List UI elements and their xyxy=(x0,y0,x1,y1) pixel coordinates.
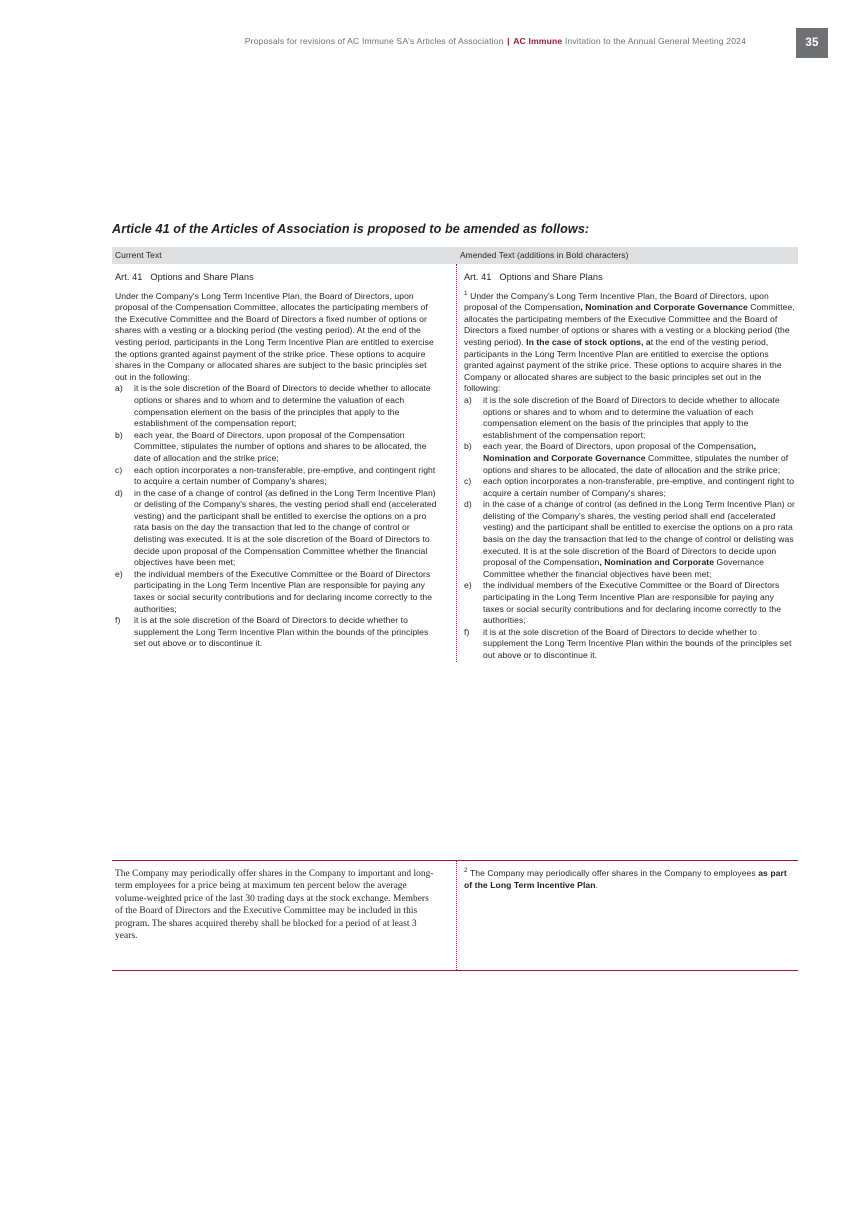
list-item-text-post: Committee, stipulates the number of options and shares to be allocated, the date of allocation and the strike price; xyxy=(483,452,789,475)
comparison-table-closing-row xyxy=(112,860,798,971)
list-item xyxy=(464,395,795,441)
list-marker: d) xyxy=(464,499,472,510)
current-items-list xyxy=(115,383,437,650)
comparison-table xyxy=(112,247,798,662)
list-item-text: the individual members of the Executive Committee or the Board of Directors participating in the Long Term Incentive Plan are responsible for paying any taxes or social security contributions and for declaring income correctly to the authorities; xyxy=(483,580,782,626)
table-body-row xyxy=(112,264,798,662)
list-item-text: it is the sole discretion of the Board of Directors to decide whether to allocate options or shares and to whom and to determine the valuation of each compensation element on the basis of the principles that apply to the establishment of the compensation report; xyxy=(483,394,780,440)
amended-closing-post: . xyxy=(595,879,599,890)
list-item xyxy=(464,441,795,476)
list-item xyxy=(464,499,795,580)
amended-closing-bold: as part of the Long Term Incentive Plan xyxy=(464,868,787,890)
list-marker: c) xyxy=(115,464,123,475)
list-marker: f) xyxy=(464,626,470,637)
current-text-cell xyxy=(112,264,454,662)
list-marker: f) xyxy=(115,615,121,626)
list-item xyxy=(464,580,795,626)
list-marker: e) xyxy=(115,568,123,579)
list-marker: d) xyxy=(115,487,123,498)
list-item-text: in the case of a change of control (as defined in the Long Term Incentive Plan) or delisting of the Company's shares, the vesting period shall end (accelerated vesting) and the participant shall be entitled to exercise the options on a pro rata basis on the day the transaction that led to the change of control or delisting was executed. It is at the sole discretion of the Board of Directors to decide upon proposal of the Compensation Committee whether the financial objectives have been met; xyxy=(134,487,437,568)
list-marker: c) xyxy=(464,476,472,487)
current-closing-paragraph: The Company may periodically offer shares in the Company to important and long-term employees for a price being at maximum ten percent below the average volume-weighted price of the last 30 trading days at the stock exchange. Members of the Board of Directors and the Executive Committee may be included in this program. The shares acquired thereby shall be blocked for a period of at least 3 years. xyxy=(115,869,434,942)
current-article-number: Art. 41 xyxy=(115,272,143,282)
list-item-text: it is at the sole discretion of the Board of Directors to decide whether to supplement the Long Term Incentive Plan within the bounds of the principles set out above or to discontinue it. xyxy=(134,615,429,649)
list-item xyxy=(115,615,437,650)
list-item-bold: , Nomination and Corporate Governance xyxy=(483,441,757,463)
amended-text-cell xyxy=(454,264,798,662)
amended-closing-pre: The Company may periodically offer shares in the Company to employees xyxy=(469,868,759,878)
current-article-title: Options and Share Plans xyxy=(150,272,254,282)
table-header-amended: Amended Text (additions in Bold characters) xyxy=(459,250,629,260)
amended-article-number: Art. 41 xyxy=(464,272,492,282)
list-item-text: it is the sole discretion of the Board of Directors to decide whether to allocate options or shares and to whom and to determine the valuation of each compensation element on the basis of the principles that apply to the establishment of the compensation report; xyxy=(134,383,431,429)
header-left-text: Proposals for revisions of AC Immune SA's Articles of Association xyxy=(244,36,504,46)
list-item-text-post: Governance Committee whether the financial objectives have been met; xyxy=(483,557,764,579)
column-divider xyxy=(456,264,457,662)
list-item-text: in the case of a change of control (as defined in the Long Term Incentive Plan) or delisting of the Company's shares, the vesting period shall end (accelerated vesting) and the participant shall be entitled to exercise the options on a pro rata basis on the day the transaction that led to the change of control or delisting was executed. It is at the sole discretion of the Board of Directors to decide upon proposal of the Compensation xyxy=(483,499,795,568)
list-marker: a) xyxy=(464,394,472,405)
page-title: Article 41 of the Articles of Association is proposed to be amended as follows: xyxy=(112,222,590,236)
list-item xyxy=(115,383,437,429)
list-item-text: the individual members of the Executive Committee or the Board of Directors participating in the Long Term Incentive Plan are responsible for paying any taxes or social security contributions and for declaring income correctly to the authorities; xyxy=(134,568,433,614)
list-item-text: it is at the sole discretion of the Board of Directors to decide whether to supplement the Long Term Incentive Plan within the bounds of the principles set out above or to discontinue it. xyxy=(483,626,792,660)
list-marker: e) xyxy=(464,580,472,591)
list-item xyxy=(115,569,437,615)
table-header-current: Current Text xyxy=(115,250,162,260)
amended-intro-bold2: In the case of stock options, a xyxy=(526,336,651,347)
list-item-text: each option incorporates a non-transferable, pre-emptive, and contingent right to acquire a certain number of Company's shares; xyxy=(134,464,436,487)
column-divider-closing xyxy=(456,861,457,970)
amended-closing-paragraph xyxy=(464,868,795,891)
amended-closing-cell xyxy=(454,861,798,970)
amended-intro-part1: Under the Company's Long Term Incentive Plan, the Board of Directors, upon proposal of the Compensation xyxy=(464,290,769,313)
list-marker: b) xyxy=(464,441,472,452)
list-marker: b) xyxy=(115,429,123,440)
current-closing-cell xyxy=(112,861,454,970)
amended-intro-part2: Committee, allocates the participating members of the Executive Committee and the Board of Directors a fixed number of options or shares with a vesting or a blocking period (the vesting period). xyxy=(464,302,795,347)
amended-section-heading xyxy=(464,272,795,284)
list-item xyxy=(115,465,437,488)
list-item-text: each option incorporates a non-transferable, pre-emptive, and contingent right to acquire a certain number of Company's shares; xyxy=(483,476,795,498)
page-number-badge: 35 xyxy=(796,28,828,58)
list-marker: a) xyxy=(115,383,123,394)
amended-intro-paragraph xyxy=(464,291,795,395)
amended-items-list xyxy=(464,395,795,662)
list-item-text: each year, the Board of Directors, upon proposal of the Compensation xyxy=(483,441,754,452)
list-item xyxy=(464,627,795,662)
list-item xyxy=(115,430,437,465)
list-item-bold: , Nomination and Corporate xyxy=(599,557,715,568)
current-section-heading xyxy=(115,272,437,284)
header-right-text: Invitation to the Annual General Meeting 2024 xyxy=(564,36,746,46)
current-intro-paragraph: Under the Company's Long Term Incentive Plan, the Board of Directors, upon proposal of the Compensation Committee, allocates the participating members of the Executive Committee and the Board of Directors a fixed number of options or shares with a vesting or a blocking period (the vesting period). At the end of the vesting period, participants in the Long Term Incentive Plan are entitled to exercise the options granted against payment of the strike price. These options to acquire shares in the Company or allocated shares are subject to the basic principles set out in the following: xyxy=(115,290,434,382)
header-brand: AC Immune xyxy=(513,36,563,46)
page-header xyxy=(0,24,858,58)
footnote-marker-2: 2 xyxy=(464,867,468,875)
list-item-text: each year, the Board of Directors, upon proposal of the Compensation Committee, stipulates the number of options and shares to be allocated, the date of allocation and the strike price; xyxy=(134,429,427,463)
amended-article-title: Options and Share Plans xyxy=(499,272,603,282)
amended-intro-bold1: , Nomination and Corporate Governance xyxy=(580,302,748,313)
amended-intro-part3: t the end of the vesting period, participants in the Long Term Incentive Plan are entitled to exercise the options granted against payment of the strike price. These options to acquire shares in the Company or allocated shares are subject to the basic principles set out in the following: xyxy=(464,336,782,394)
header-separator: | xyxy=(507,36,510,46)
footnote-marker-1: 1 xyxy=(464,289,468,297)
list-item xyxy=(464,476,795,499)
header-running-text xyxy=(245,24,746,58)
list-item xyxy=(115,488,437,569)
table-header-row xyxy=(112,247,798,264)
